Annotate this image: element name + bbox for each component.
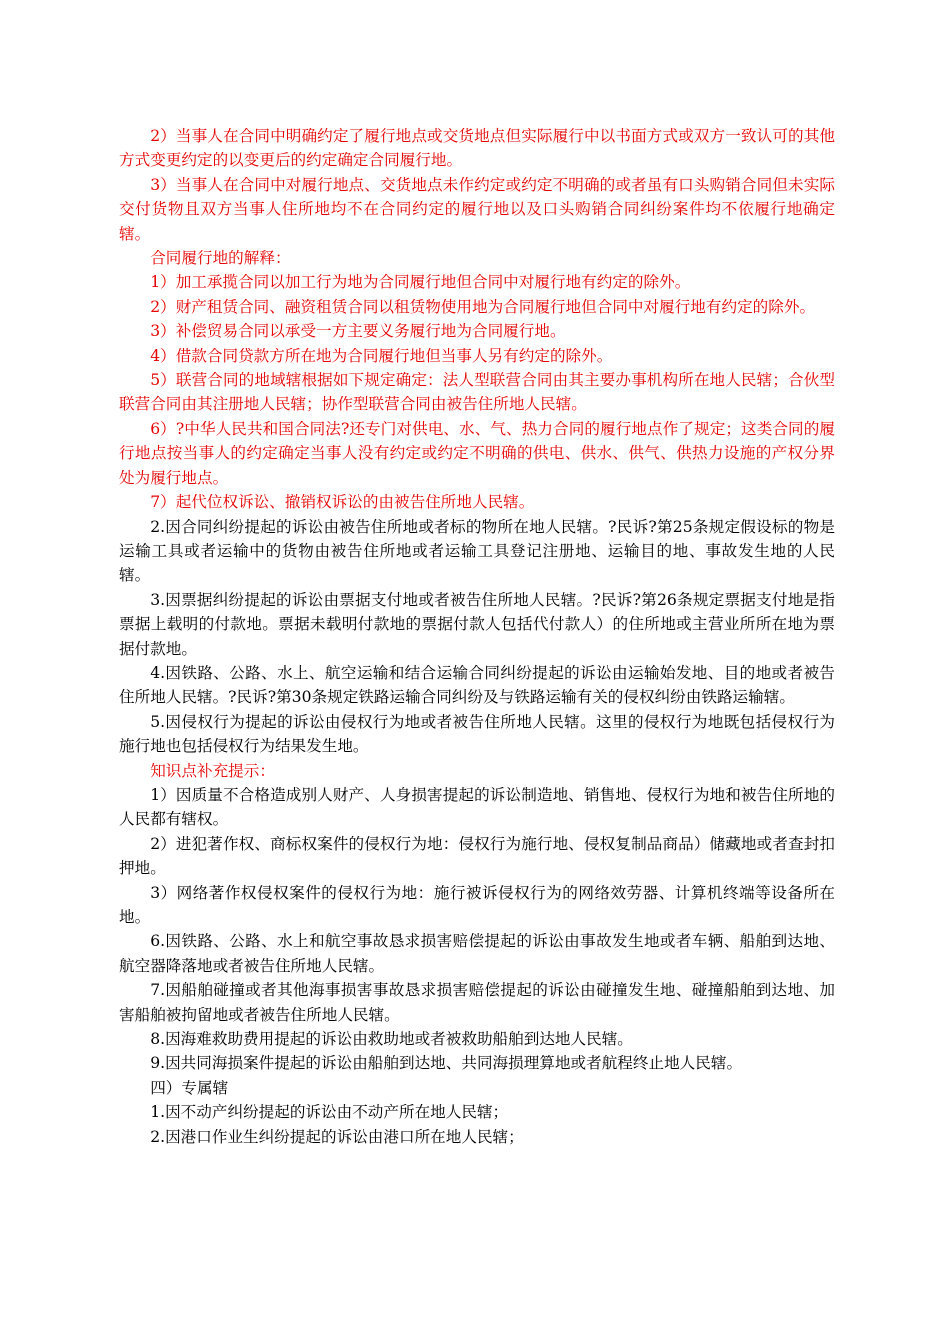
paragraph-16: 1）因质量不合格造成别人财产、人身损害提起的诉讼制造地、销售地、侵权行为地和被告住所地的人民都有辖权。	[119, 785, 835, 829]
paragraph-14: 5.因侵权行为提起的诉讼由侵权行为地或者被告住所地人民辖。这里的侵权行为地既包括侵权行为施行地也包括侵权行为结果发生地。	[119, 712, 835, 756]
paragraph-12: 3.因票据纠纷提起的诉讼由票据支付地或者被告住所地人民辖。?民诉?第26条规定票据支付地是指票据上载明的付款地。票据未载明付款地的票据付款人包括代付款人）的住所地或主营业所所在地为票据付款地。	[119, 590, 835, 658]
paragraph-8: 5）联营合同的地域辖根据如下规定确定：法人型联营合同由其主要办事机构所在地人民辖；合伙型联营合同由其注册地人民辖；协作型联营合同由被告住所地人民辖。	[119, 371, 835, 414]
paragraph-6: 3）补偿贸易合同以承受一方主要义务履行地为合同履行地。	[150, 322, 566, 341]
paragraph-9: 6）?中华人民共和国合同法?还专门对供电、水、气、热力合同的履行地点作了规定；这类合同的履行地点按当事人的约定确定当事人没有约定或约定不明确的供电、供水、供气、供热力设施的产权分界处为履行地点。	[119, 419, 835, 487]
paragraph-24: 1.因不动产纠纷提起的诉讼由不动产所在地人民辖；	[150, 1103, 509, 1122]
paragraph-5: 2）财产租赁合同、融资租赁合同以租赁物使用地为合同履行地但合同中对履行地有约定的除外。	[150, 297, 816, 316]
paragraph-7: 4）借款合同贷款方所在地为合同履行地但当事人另有约定的除外。	[150, 346, 613, 365]
paragraph-20: 7.因船舶碰撞或者其他海事损害事故恳求损害赔偿提起的诉讼由碰撞发生地、碰撞船舶到达地、加害船舶被拘留地或者被告住所地人民辖。	[119, 981, 835, 1024]
paragraph-11: 2.因合同纠纷提起的诉讼由被告住所地或者标的物所在地人民辖。?民诉?第25条规定假设标的物是运输工具或者运输中的货物由被告住所地或者运输工具登记注册地、运输目的地、事故发生地的人民辖。	[119, 517, 835, 585]
paragraph-10: 7）起代位权诉讼、撤销权诉讼的由被告住所地人民辖。	[150, 493, 535, 512]
paragraph-21: 8.因海难救助费用提起的诉讼由救助地或者被救助船舶到达地人民辖。	[150, 1030, 633, 1049]
paragraph-13: 4.因铁路、公路、水上、航空运输和结合运输合同纠纷提起的诉讼由运输始发地、目的地或者被告住所地人民辖。?民诉?第30条规定铁路运输合同纠纷及与铁路运输有关的侵权纠纷由铁路运输辖。	[119, 663, 835, 707]
paragraph-22: 9.因共同海损案件提起的诉讼由船舶到达地、共同海损理算地或者航程终止地人民辖。	[150, 1054, 743, 1073]
paragraph-2: 3）当事人在合同中对履行地点、交货地点未作约定或约定不明确的或者虽有口头购销合同但未实际交付货物且双方当事人住所地均不在合同约定的履行地以及口头购销合同纠纷案件均不依履行地确定辖。	[119, 175, 835, 243]
paragraph-18: 3）网络著作权侵权案件的侵权行为地：施行被诉侵权行为的网络效劳器、计算机终端等设备所在地。	[119, 883, 835, 926]
document-page	[119, 124, 835, 1149]
paragraph-25: 2.因港口作业生纠纷提起的诉讼由港口所在地人民辖；	[150, 1127, 524, 1146]
paragraph-19: 6.因铁路、公路、水上和航空事故恳求损害赔偿提起的诉讼由事故发生地或者车辆、船舶到达地、航空器降落地或者被告住所地人民辖。	[119, 932, 835, 975]
paragraph-15: 知识点补充提示：	[150, 761, 275, 780]
paragraph-17: 2）进犯著作权、商标权案件的侵权行为地：侵权行为施行地、侵权复制品商品）储藏地或者查封扣押地。	[119, 834, 835, 878]
paragraph-23: 四）专属辖	[150, 1078, 229, 1097]
paragraph-4: 1）加工承揽合同以加工行为地为合同履行地但合同中对履行地有约定的除外。	[150, 273, 691, 292]
paragraph-1: 2）当事人在合同中明确约定了履行地点或交货地点但实际履行中以书面方式或双方一致认可的其他方式变更约定的以变更后的约定确定合同履行地。	[119, 127, 835, 170]
paragraph-3: 合同履行地的解释：	[150, 249, 291, 268]
